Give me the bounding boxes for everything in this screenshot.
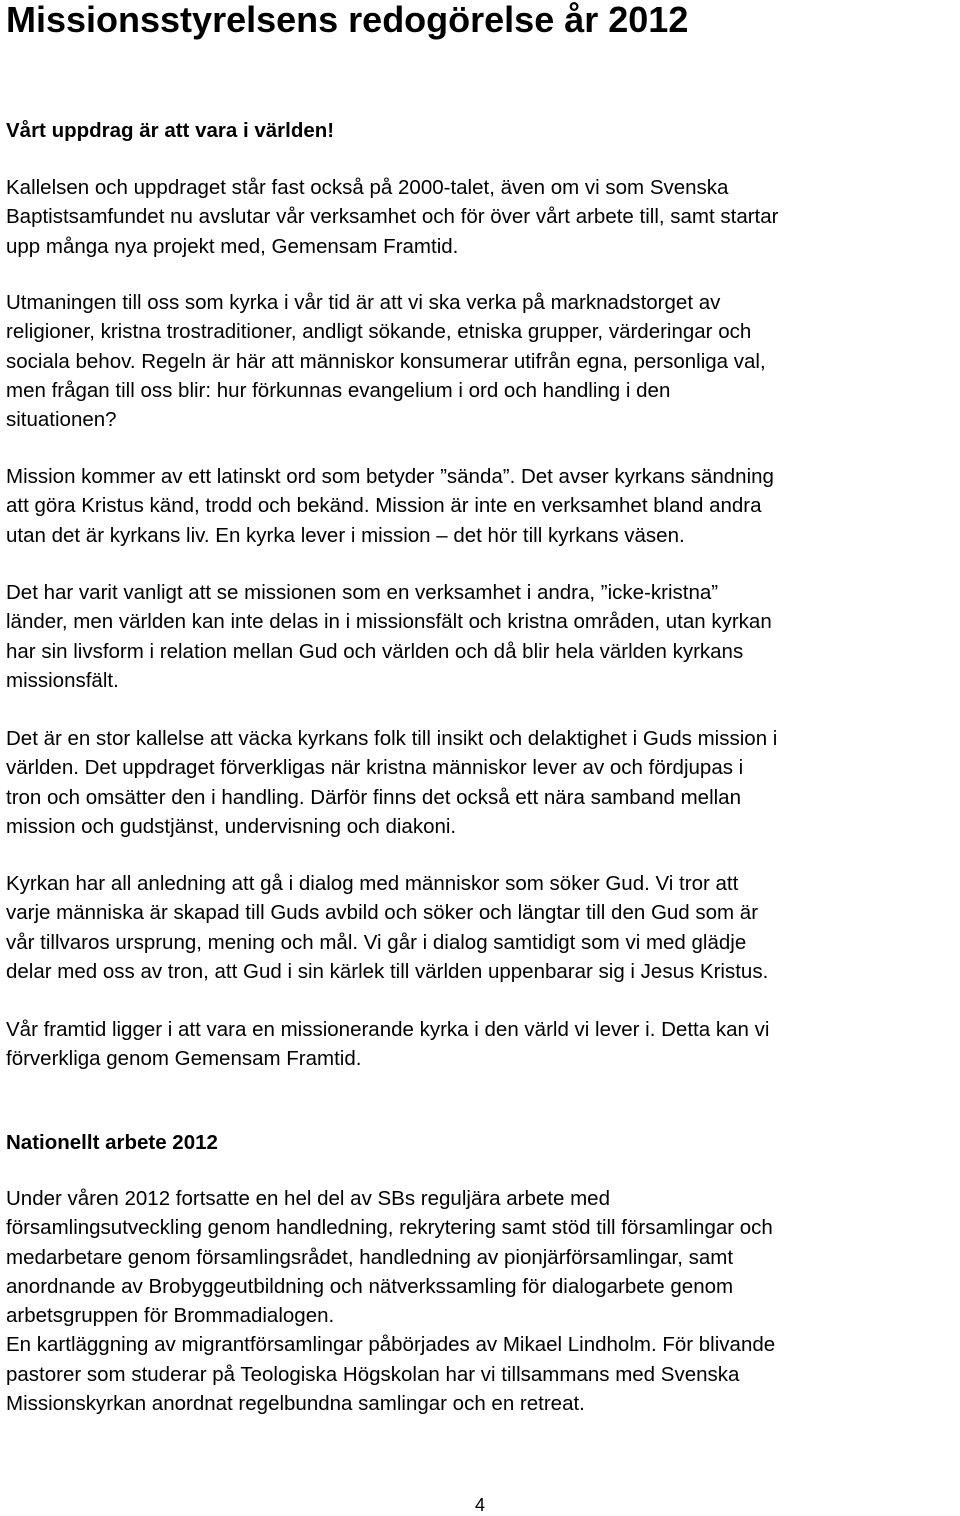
paragraph-future: [6, 1015, 769, 1074]
section-heading-national: Nationellt arbete 2012: [6, 1131, 218, 1154]
paragraph-great-calling: [6, 724, 777, 841]
text-line: religioner, kristna trostraditioner, andligt sökande, etniska grupper, värderingar och: [6, 320, 752, 344]
text-line: vår tillvaros ursprung, mening och mål. Vi går i dialog samtidigt som vi med glädje: [6, 930, 747, 954]
text-line: har sin livsform i relation mellan Gud och världen och då blir hela världen kyrkans: [6, 639, 744, 663]
text-line: Vår framtid ligger i att vara en missionerande kyrka i den värld vi lever i. Detta kan vi: [6, 1018, 770, 1041]
text-line: upp många nya projekt med, Gemensam Framtid.: [6, 234, 459, 258]
text-line: att göra Kristus känd, trodd och bekänd. Mission är inte en verksamhet bland andra: [6, 494, 762, 518]
text-line: utan det är kyrkans liv. En kyrka lever i mission – det hör till kyrkans väsen.: [6, 523, 685, 547]
paragraph-challenge: [6, 288, 766, 434]
paragraph-mission-meaning: [6, 462, 774, 550]
text-line: mission och gudstjänst, undervisning och diakoni.: [6, 814, 457, 838]
text-line: Baptistsamfundet nu avslutar vår verksamhet och för över vårt arbete till, samt startar: [6, 205, 779, 229]
text-line: sociala behov. Regeln är här att människor konsumerar utifrån egna, personliga val,: [6, 349, 766, 373]
text-line: En kartläggning av migrantförsamlingar påbörjades av Mikael Lindholm. För blivande: [6, 1333, 776, 1357]
text-line: varje människa är skapad till Guds avbild och söker och längtar till den Gud som är: [6, 901, 759, 925]
page-number: 4: [474, 1495, 485, 1515]
paragraph-national-work: [6, 1184, 775, 1418]
text-line: anordnande av Brobyggeutbildning och nätverkssamling för dialogarbete genom: [6, 1274, 734, 1298]
text-line: delar med oss av tron, att Gud i sin kärlek till världen uppenbarar sig i Jesus Kristus.: [6, 959, 769, 983]
text-line: Det är en stor kallelse att väcka kyrkans folk till insikt och delaktighet i Guds mission i: [6, 727, 778, 750]
page-title: Missionsstyrelsens redogörelse år 2012: [6, 0, 689, 40]
text-line: Kyrkan har all anledning att gå i dialog med människor som söker Gud. Vi tror att: [6, 872, 739, 895]
text-line: länder, men världen kan inte delas in i missionsfält och kristna områden, utan kyrkan: [6, 610, 772, 634]
text-line: pastorer som studerar på Teologiska Högskolan har vi tillsammans med Svenska: [6, 1362, 740, 1386]
text-line: situationen?: [6, 408, 117, 432]
text-line: Utmaningen till oss som kyrka i vår tid är att vi ska verka på marknadstorget av: [6, 291, 721, 314]
text-line: Kallelsen och uppdraget står fast också på 2000-talet, även om vi som Svenska: [6, 176, 729, 199]
text-line: men frågan till oss blir: hur förkunnas evangelium i ord och handling i den: [6, 378, 671, 402]
text-line: tron och omsätter den i handling. Därför finns det också ett nära samband mellan: [6, 785, 741, 809]
text-line: Det har varit vanligt att se missionen som en verksamhet i andra, ”icke-kristna”: [6, 581, 719, 604]
paragraph-mission-field: [6, 578, 772, 695]
paragraph-calling: [6, 173, 778, 261]
text-line: Mission kommer av ett latinskt ord som betyder ”sända”. Det avser kyrkans sändning: [6, 465, 774, 488]
text-line: församlingsutveckling genom handledning, rekrytering samt stöd till församlingar och: [6, 1216, 773, 1240]
text-line: världen. Det uppdraget förverkligas när kristna människor lever av och fördjupas i: [6, 756, 744, 780]
text-line: arbetsgruppen för Brommadialogen.: [6, 1304, 335, 1328]
text-line: medarbetare genom församlingsrådet, handledning av pionjärförsamlingar, samt: [6, 1245, 734, 1269]
paragraph-dialogue: [6, 869, 768, 986]
text-line: Missionskyrkan anordnat regelbundna samlingar och en retreat.: [6, 1392, 585, 1416]
text-line: förverkliga genom Gemensam Framtid.: [6, 1047, 362, 1071]
section-heading-mission: Vårt uppdrag är att vara i världen!: [6, 119, 335, 142]
text-line: Under våren 2012 fortsatte en hel del av SBs reguljära arbete med: [6, 1187, 610, 1210]
text-line: missionsfält.: [6, 668, 119, 692]
